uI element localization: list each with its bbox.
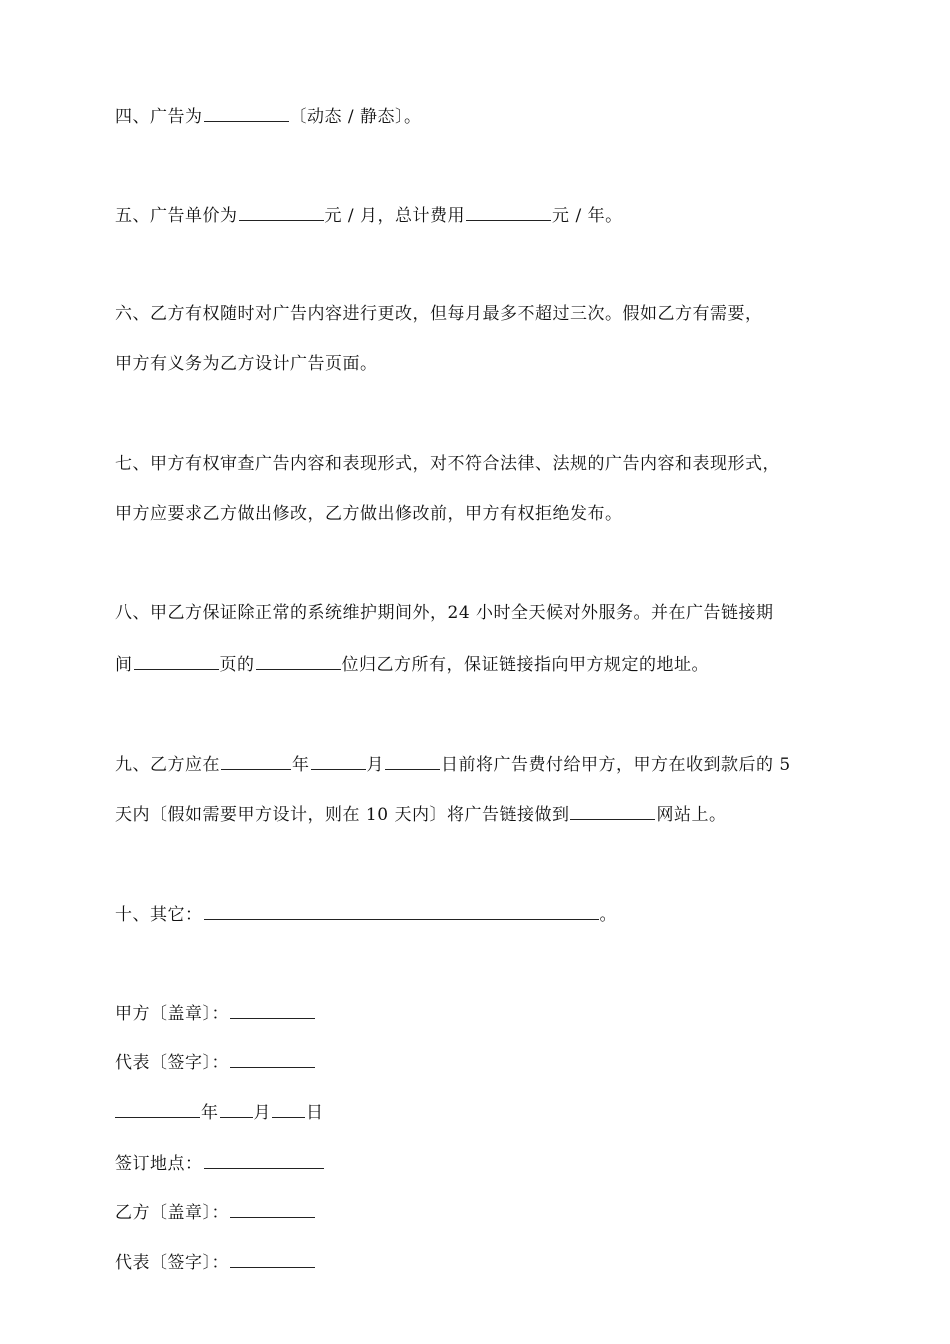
party-b-blank	[230, 1199, 315, 1218]
sign-place	[115, 1150, 325, 1176]
clause-9-line-1	[115, 751, 791, 777]
date-day-blank	[272, 1099, 305, 1118]
date-line	[115, 1099, 324, 1125]
clause-8-text-b: 页的	[219, 655, 255, 675]
clause-5-text: 五、广告单价为	[115, 206, 238, 226]
clause-10	[115, 901, 617, 927]
unit-price-blank	[239, 202, 324, 221]
clause-7-line-2: 甲方应要求乙方做出修改，乙方做出修改前，甲方有权拒绝发布。	[115, 504, 623, 524]
clause-9-line-2	[115, 801, 726, 827]
date-year-blank	[115, 1099, 200, 1118]
sign-place-blank	[204, 1150, 324, 1169]
rep-2-sign	[115, 1249, 316, 1275]
date-month-blank	[220, 1099, 253, 1118]
clause-6-line-1: 六、乙方有权随时对广告内容进行更改，但每月最多不超过三次。假如乙方有需要，	[115, 304, 763, 324]
pay-year-blank	[221, 751, 291, 770]
rep-1-blank	[230, 1049, 315, 1068]
total-cost-blank	[466, 202, 551, 221]
clause-4-options: 〔动态 / 静态〕。	[289, 107, 422, 127]
party-a-label: 甲方〔盖章〕：	[115, 1004, 229, 1024]
party-a-blank	[230, 1000, 315, 1019]
clause-9-text-f: 网站上。	[656, 805, 727, 825]
rep-2-label: 代表〔签字〕：	[115, 1253, 229, 1273]
clause-7-line-1: 七、甲方有权审查广告内容和表现形式，对不符合法律、法规的广告内容和表现形式，	[115, 454, 780, 474]
clause-4-text: 四、广告为	[115, 107, 203, 127]
rep-1-sign	[115, 1049, 316, 1075]
party-b-label: 乙方〔盖章〕：	[115, 1203, 229, 1223]
clause-9-text-e: 天内〔假如需要甲方设计，则在 10 天内〕将广告链接做到	[115, 805, 570, 825]
date-day-label: 日	[306, 1103, 324, 1123]
clause-8-text-a: 间	[115, 655, 133, 675]
pay-day-blank	[385, 751, 440, 770]
clause-9-text-d: 日前将广告费付给甲方，甲方在收到款后的 5	[441, 755, 791, 775]
ad-type-blank	[204, 103, 289, 122]
clause-10-end: 。	[599, 905, 617, 925]
party-b-seal	[115, 1199, 316, 1225]
clause-9-text-a: 九、乙方应在	[115, 755, 220, 775]
clause-4	[115, 103, 422, 129]
clause-5-mid: 元 / 月，总计费用	[324, 206, 466, 226]
clause-8-line-1: 八、甲乙方保证除正常的系统维护期间外，24 小时全天候对外服务。并在广告链接期	[115, 603, 774, 623]
clause-8-line-2	[115, 651, 709, 677]
clause-6-line-2: 甲方有义务为乙方设计广告页面。	[115, 354, 378, 374]
date-year-label: 年	[201, 1103, 219, 1123]
sign-place-label: 签订地点：	[115, 1154, 203, 1174]
party-a-seal	[115, 1000, 316, 1026]
page-blank	[134, 651, 219, 670]
clause-9-month: 月	[366, 755, 384, 775]
clause-10-text: 十、其它：	[115, 905, 203, 925]
website-blank	[570, 801, 655, 820]
other-blank	[204, 901, 599, 920]
rep-1-label: 代表〔签字〕：	[115, 1053, 229, 1073]
rep-2-blank	[230, 1249, 315, 1268]
clause-8-text-c: 位归乙方所有，保证链接指向甲方规定的地址。	[341, 655, 709, 675]
clause-5	[115, 202, 623, 228]
clause-9-year: 年	[292, 755, 310, 775]
position-blank	[256, 651, 341, 670]
pay-month-blank	[311, 751, 366, 770]
clause-5-end: 元 / 年。	[552, 206, 623, 226]
date-month-label: 月	[253, 1103, 271, 1123]
